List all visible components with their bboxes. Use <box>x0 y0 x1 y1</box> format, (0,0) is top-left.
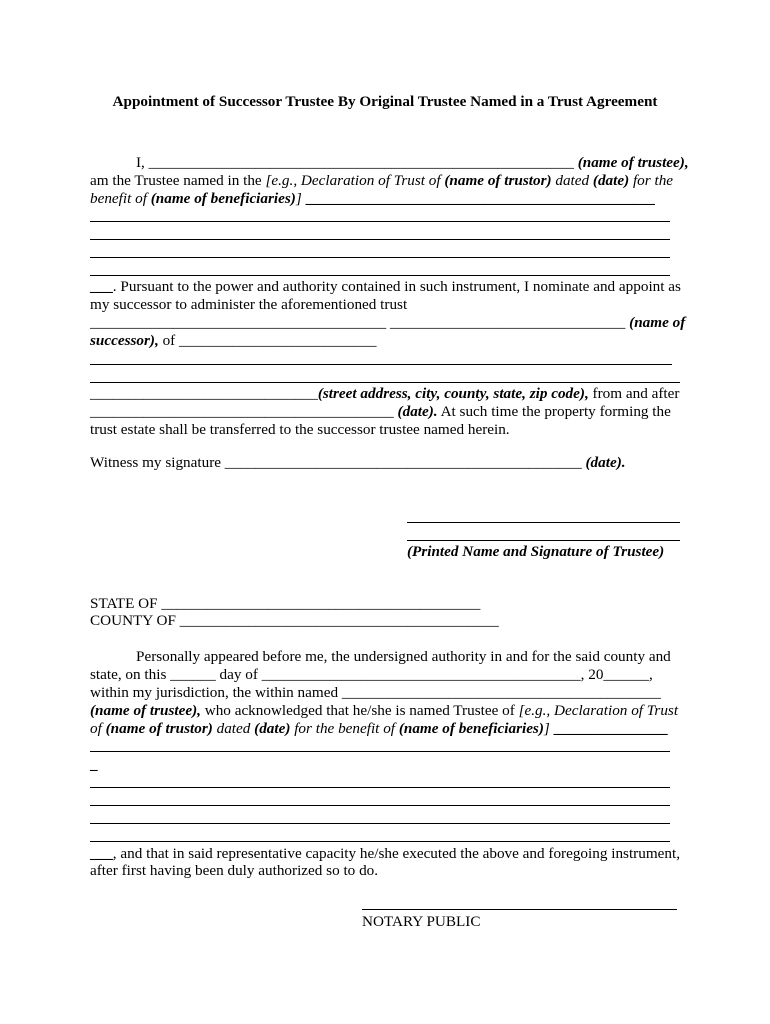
blank-rule[interactable] <box>90 823 670 824</box>
named-person-blank[interactable]: __________________________________________ <box>341 684 661 701</box>
witness-signature-blank[interactable]: _______________________________________________ <box>224 454 582 471</box>
trustee-line: I, ________________________________________________________ (name of trustee), <box>136 154 689 171</box>
notary-named-line: within my jurisdiction, the within named __________________________________________ <box>90 684 661 701</box>
effective-date-blank[interactable]: ________________________________________ <box>90 403 398 420</box>
blank-rule[interactable] <box>90 841 670 842</box>
year-blank[interactable]: ______ <box>603 666 649 683</box>
successor-intro-line: my successor to administer the aforementioned trust <box>90 296 408 313</box>
state-line: STATE OF __________________________________________ <box>90 595 481 612</box>
blank-rule[interactable] <box>90 751 670 752</box>
executed-blank[interactable]: ___ <box>90 845 113 862</box>
notary-intro-line: Personally appeared before me, the undersigned authority in and for the said county and <box>136 648 671 665</box>
blank-rule[interactable] <box>90 239 670 240</box>
trust-reference-line: am the Trustee named in the [e.g., Declaration of Trust of (name of trustor) dated (date) for the <box>90 172 674 189</box>
successor-of-line: successor), of __________________________ <box>90 332 377 349</box>
appointment-line: ___. Pursuant to the power and authority contained in such instrument, I nominate and appoint as <box>90 278 681 295</box>
notary-acknowledge-line: (name of trustee), who acknowledged that he/she is named Trustee of [e.g., Declaration of Trust <box>90 702 679 719</box>
blank-rule[interactable] <box>90 364 672 365</box>
month-blank[interactable]: __________________________________________ <box>261 666 581 683</box>
notary-date-line: state, on this ______ day of __________________________________________, 20______, <box>90 666 653 683</box>
blank-rule[interactable] <box>90 221 670 222</box>
beneficiaries-blank[interactable]: ______________________________________________ <box>301 190 655 207</box>
instrument-blank[interactable]: ___ <box>90 278 113 295</box>
notary-beneficiaries-blank[interactable]: _______________ <box>549 720 668 737</box>
blank-rule[interactable] <box>90 805 670 806</box>
county-line: COUNTY OF __________________________________________ <box>90 612 499 629</box>
transfer-line: trust estate shall be transferred to the successor trustee named herein. <box>90 421 510 438</box>
address-line: ______________________________(street address, city, county, state, zip code), from and after <box>90 385 680 402</box>
blank-rule[interactable] <box>90 275 670 276</box>
effective-date-line: ________________________________________ (date). At such time the property forming the <box>90 403 671 420</box>
trustee-name-blank[interactable]: ________________________________________________________ <box>148 154 574 171</box>
witness-line: Witness my signature _______________________________________________ (date). <box>90 454 626 471</box>
notary-authorized-line: after first having been duly authorized so to do. <box>90 862 379 879</box>
short-blank[interactable]: _ <box>90 756 98 773</box>
signature-caption: (Printed Name and Signature of Trustee) <box>407 543 665 560</box>
notary-trust-line: of (name of trustor) dated (date) for the benefit of (name of beneficiaries)] _______________ <box>90 720 668 737</box>
successor-of-blank[interactable]: __________________________ <box>179 332 377 349</box>
blank-rule[interactable] <box>90 257 670 258</box>
state-blank[interactable]: __________________________________________ <box>161 595 481 612</box>
notary-executed-line: ___, and that in said representative capacity he/she executed the above and foregoing instrument, <box>90 845 680 862</box>
address-blank[interactable]: ______________________________ <box>90 385 318 402</box>
county-blank[interactable]: __________________________________________ <box>179 612 499 629</box>
signature-rule[interactable] <box>407 522 680 523</box>
beneficiaries-line: benefit of (name of beneficiaries)] ______________________________________________ <box>90 190 655 207</box>
successor-name-line: _______________________________________ _______________________________ (name of <box>90 314 686 331</box>
day-blank[interactable]: ______ <box>170 666 216 683</box>
blank-rule[interactable] <box>90 382 680 383</box>
notary-signature-rule[interactable] <box>362 909 677 910</box>
blank-rule[interactable] <box>90 787 670 788</box>
successor-name-blank[interactable]: _______________________________________ _______________________________ <box>90 314 626 331</box>
notary-public-label: NOTARY PUBLIC <box>362 913 481 930</box>
document-title: Appointment of Successor Trustee By Original Trustee Named in a Trust Agreement <box>112 93 658 110</box>
signature-rule[interactable] <box>407 540 680 541</box>
